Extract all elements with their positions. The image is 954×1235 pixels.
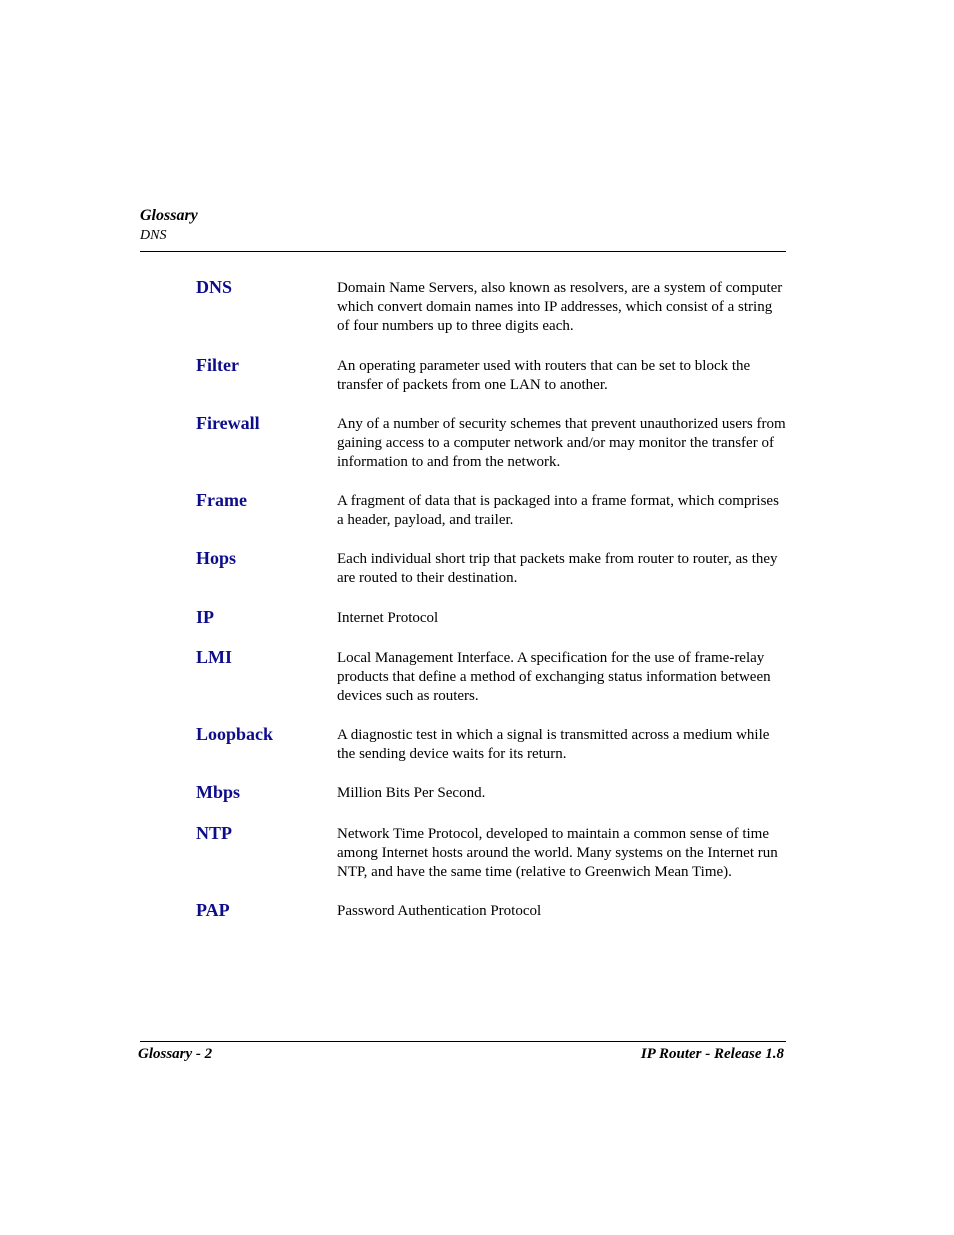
page-title: Glossary <box>140 207 198 224</box>
glossary-term: Firewall <box>196 413 260 433</box>
page-footer <box>138 1045 784 1063</box>
glossary-definition: Any of a number of security schemes that prevent unauthorized users from gaining access to a computer network and/or may monitor the transfer of information to and from the network. <box>337 416 786 470</box>
header-divider <box>140 251 786 252</box>
footer-document-title: IP Router - Release 1.8 <box>640 1046 784 1062</box>
glossary-entry-pap <box>196 900 786 940</box>
glossary-term: Hops <box>196 548 237 568</box>
glossary-definition: Local Management Interface. A specification for the use of frame-relay products that define a method of exchanging status information between devices such as routers. <box>337 650 771 704</box>
glossary-entry-mbps <box>196 782 786 823</box>
glossary-entry-lmi <box>196 647 786 724</box>
glossary-definition: Password Authentication Protocol <box>337 903 542 919</box>
footer-divider <box>140 1041 786 1042</box>
glossary-entry-ntp <box>196 823 786 900</box>
glossary-definition: Domain Name Servers, also known as resolvers, are a system of computer which convert domain names into IP addresses, which consist of a string of four numbers up to three digits each. <box>337 280 783 334</box>
glossary-definition: Internet Protocol <box>337 610 439 626</box>
glossary-term: Mbps <box>196 782 241 802</box>
page-header <box>140 206 786 245</box>
glossary-entry-ip <box>196 607 786 647</box>
glossary-term: PAP <box>196 900 230 920</box>
glossary-definition: Million Bits Per Second. <box>337 785 486 801</box>
glossary-term: Frame <box>196 490 247 510</box>
glossary-entry-dns <box>196 277 786 355</box>
glossary-term: DNS <box>196 277 233 297</box>
glossary-definition: A diagnostic test in which a signal is transmitted across a medium while the sending device waits for its return. <box>337 727 770 762</box>
glossary-term: Filter <box>196 355 239 375</box>
page-subtitle: DNS <box>140 228 167 243</box>
glossary-definition: A fragment of data that is packaged into a frame format, which comprises a header, payload, and trailer. <box>337 493 779 528</box>
glossary-term: IP <box>196 607 214 627</box>
glossary-entry-loopback <box>196 724 786 782</box>
glossary-list <box>196 277 786 940</box>
glossary-definition: Each individual short trip that packets make from router to router, as they are routed to their destination. <box>337 551 778 586</box>
glossary-term: LMI <box>196 647 232 667</box>
footer-page-number: Glossary - 2 <box>138 1046 213 1062</box>
glossary-term: Loopback <box>196 724 274 744</box>
glossary-definition: Network Time Protocol, developed to maintain a common sense of time among Internet hosts around the world. Many systems on the Internet run NTP, and have the same time (relative to Greenwich Mean Time). <box>337 826 778 880</box>
glossary-definition: An operating parameter used with routers that can be set to block the transfer of packets from one LAN to another. <box>337 358 751 393</box>
glossary-entry-filter <box>196 355 786 413</box>
glossary-entry-frame <box>196 490 786 548</box>
glossary-term: NTP <box>196 823 232 843</box>
glossary-entry-firewall <box>196 413 786 490</box>
glossary-entry-hops <box>196 548 786 607</box>
